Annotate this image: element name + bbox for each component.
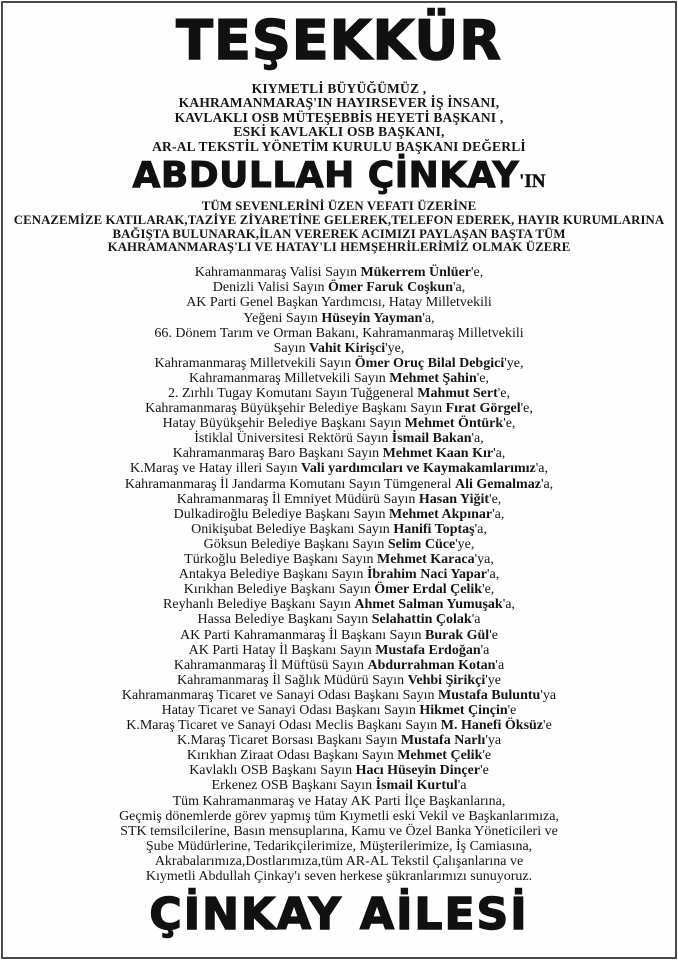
deceased-name-heading	[3, 157, 675, 196]
condolence-context-line: KAHRAMANMARAŞ'LI VE HATAY'LI HEMŞEHRİLERİMİZ OLMAK ÜZERE	[107, 240, 571, 255]
announcement-page	[1, 1, 677, 959]
acknowledgement-line: Hassa Belediye Başkanı Sayın Selahattin Çolak'a	[197, 612, 481, 628]
condolence-context-line: CENAZEMİZE KATILARAK,TAZİYE ZİYARETİNE GELEREK,TELEFON EDEREK, HAYIR KURUMLARINA	[13, 212, 665, 227]
deceased-name-suffix: 'IN	[519, 171, 546, 193]
condolence-context-lines	[3, 200, 675, 255]
acknowledgement-line: Dulkadiroğlu Belediye Başkanı Sayın Mehmet Akpınar'a,	[173, 506, 505, 522]
honoree-name: Vali yardımcıları ve Kaymakamlarımız	[301, 461, 536, 477]
acknowledgement-line: K.Maraş Ticaret Borsası Başkanı Sayın Mustafa Narlı'ya	[176, 733, 502, 749]
acknowledgement-line: Kahramanmaraş Milletvekili Sayın Mehmet Şahin'e,	[189, 370, 489, 386]
honoree-name: Ahmet Salman Yumuşak	[354, 597, 503, 613]
honoree-name: Hanifi Toptaş	[393, 521, 475, 537]
acknowledgement-line: Kıymetli Abdullah Çinkay'ı seven herkese şükranlarımızı sunuyoruz.	[145, 869, 533, 884]
honoree-name: İsmail Bakan	[391, 431, 472, 447]
honoree-name: İsmail Kurtul	[375, 778, 458, 794]
honoree-name: Ömer Faruk Coşkun	[328, 280, 453, 296]
intro-line: KAHRAMANMARAŞ'IN HAYIRSEVER İŞ İNSANI,	[178, 95, 500, 111]
condolence-context-line: TÜM SEVENLERİNİ ÜZEN VEFATI ÜZERİNE	[201, 199, 477, 214]
acknowledgement-list	[3, 265, 675, 884]
honoree-name: Vehbi Şirikçi	[407, 672, 486, 688]
honoree-name: Abdurrahman Kotan	[367, 657, 496, 673]
acknowledgement-line: Kahramanmaraş Baro Başkanı Sayın Mehmet Kaan Kır'a,	[172, 446, 506, 462]
honoree-name: Mehmet Çelik	[397, 748, 483, 764]
acknowledgement-line: Kahramanmaraş İl Müftüsü Sayın Abdurrahman Kotan'a	[173, 657, 505, 673]
honoree-name: Selahattin Çolak	[371, 612, 472, 628]
acknowledgement-line: AK Parti Genel Başkan Yardımcısı, Hatay Milletvekili	[186, 295, 492, 311]
acknowledgement-line: Tüm Kahramanmaraş ve Hatay AK Parti İlçe Başkanlarına,	[172, 793, 506, 809]
honoree-name: Mehmet Karaca	[377, 552, 475, 568]
acknowledgement-line: Kırıkhan Ziraat Odası Başkanı Sayın Mehmet Çelik'e	[186, 748, 492, 764]
honoree-name: Fırat Görgel	[445, 401, 521, 417]
honoree-name: M. Hanefi Öksüz	[440, 718, 544, 734]
acknowledgement-line: Kahramanmaraş Milletvekili Sayın Ömer Oruç Bilal Debgici'ye,	[154, 355, 524, 371]
acknowledgement-line: 2. Zırhlı Tugay Komutanı Sayın Tuğgeneral Mahmut Sert'e,	[167, 386, 511, 401]
honoree-name: Ömer Oruç Bilal Debgici	[354, 355, 505, 371]
honoree-name: İbrahim Naci Yapar	[366, 567, 487, 583]
acknowledgement-line: Kırıkhan Belediye Başkanı Sayın Ömer Erdal Çelik'e,	[183, 582, 495, 598]
honoree-name: Hacı Hüseyin Dinçer	[355, 763, 481, 779]
acknowledgement-line: İstiklal Üniversitesi Rektörü Sayın İsmail Bakan'a,	[194, 431, 484, 447]
honoree-name: Mehmet Öntürk	[404, 416, 504, 432]
acknowledgement-line: Sayın Vahit Kirişci'ye,	[273, 340, 405, 356]
acknowledgement-line: Kahramanmaraş Ticaret ve Sanayi Odası Başkanı Sayın Mustafa Buluntu'ya	[121, 687, 557, 703]
acknowledgement-line: STK temsilcilerine, Basın mensuplarına, Kamu ve Özel Banka Yöneticileri ve	[120, 823, 558, 839]
honoree-name: Mehmet Akpınar	[389, 506, 493, 522]
acknowledgement-line: Erkenez OSB Başkanı Sayın İsmail Kurtul'a	[211, 778, 467, 794]
condolence-context-line: BAĞIŞTA BULUNARAK,İLAN VEREREK ACIMIZI PAYLAŞAN BAŞTA TÜM	[112, 226, 566, 241]
honoree-name: Hasan Yiğit	[418, 491, 490, 507]
acknowledgement-line: Kahramanmaraş Büyükşehir Belediye Başkanı Sayın Fırat Görgel'e,	[145, 401, 533, 417]
acknowledgement-line: Onikişubat Belediye Başkanı Sayın Hanifi Toptaş'a,	[191, 521, 487, 537]
acknowledgement-line: Kahramanmaraş İl Sağlık Müdürü Sayın Vehbi Şirikçi'ye	[177, 672, 501, 688]
acknowledgement-line: Geçmiş dönemlerde görev yapmış tüm Kıymetli eski Vekil ve Başkanlarımıza,	[119, 808, 559, 824]
acknowledgement-line: Antakya Belediye Başkanı Sayın İbrahim Naci Yapar'a,	[178, 567, 500, 583]
acknowledgement-line: Kahramanmaraş İl Emniyet Müdürü Sayın Hasan Yiğit'e,	[176, 491, 502, 507]
intro-line: KAVLAKLI OSB MÜTEŞEBBİS HEYETİ BAŞKANI ,	[174, 109, 504, 125]
family-signature: ÇİNKAY AİLESİ	[149, 889, 529, 941]
acknowledgement-line: Kahramanmaraş Valisi Sayın Mükerrem Ünlüer'e,	[194, 265, 484, 281]
intro-line: ESKİ KAVLAKLI OSB BAŞKANI,	[233, 124, 445, 140]
acknowledgement-line: Denizli Valisi Sayın Ömer Faruk Coşkun'a,	[212, 280, 466, 296]
honoree-name: Mustafa Erdoğan	[375, 642, 481, 658]
deceased-intro-lines	[3, 82, 675, 155]
honoree-name: Selim Cüce	[387, 536, 456, 552]
honoree-name: Ömer Erdal Çelik	[374, 582, 483, 598]
honoree-name: Mehmet Şahin	[389, 370, 477, 386]
acknowledgement-line: K.Maraş Ticaret ve Sanayi Odası Meclis Başkanı Sayın M. Hanefi Öksüz'e	[126, 718, 552, 734]
acknowledgement-line: 66. Dönem Tarım ve Orman Bakanı, Kahramanmaraş Milletvekili	[154, 325, 524, 341]
deceased-name: ABDULLAH ÇİNKAY	[132, 155, 520, 197]
acknowledgement-line: Hatay Büyükşehir Belediye Başkanı Sayın Mehmet Öntürk'e,	[162, 416, 516, 432]
intro-line: AR-AL TEKSTİL YÖNETİM KURULU BAŞKANI DEĞERLİ	[152, 138, 526, 154]
honoree-name: Hikmet Çinçin	[419, 702, 508, 718]
honoree-name: Mükerrem Ünlüer	[360, 265, 472, 281]
acknowledgement-line: K.Maraş ve Hatay illeri Sayın Vali yardımcıları ve Kaymakamlarımız'a,	[129, 461, 549, 477]
acknowledgement-line: Şube Müdürlerine, Tedarikçilerimize, Müşterilerimize, İş Camiasına,	[145, 838, 533, 854]
honoree-name: Mustafa Buluntu	[438, 687, 541, 703]
acknowledgement-line: Türkoğlu Belediye Başkanı Sayın Mehmet Karaca'ya,	[184, 552, 494, 568]
acknowledgement-line: AK Parti Hatay İl Başkanı Sayın Mustafa Erdoğan'a	[188, 642, 490, 658]
intro-line: KIYMETLİ BÜYÜĞÜMÜZ ,	[251, 80, 427, 96]
acknowledgement-line: Yeğeni Sayın Hüseyin Yayman'a,	[243, 310, 435, 326]
page-title: TEŞEKKÜR	[176, 9, 502, 72]
honoree-name: Burak Gül	[425, 627, 490, 643]
acknowledgement-line: Akrabalarımıza,Dostlarımıza,tüm AR-AL Tekstil Çalışanlarına ve	[154, 853, 524, 869]
honoree-name: Mustafa Narlı	[400, 733, 486, 749]
acknowledgement-line: Reyhanlı Belediye Başkanı Sayın Ahmet Salman Yumuşak'a,	[163, 597, 515, 613]
honoree-name: Ali Gemalmaz	[455, 476, 541, 492]
acknowledgement-line: Göksun Belediye Başkanı Sayın Selim Cüce'ye,	[203, 536, 475, 552]
honoree-name: Hüseyin Yayman	[321, 310, 423, 326]
acknowledgement-line: AK Parti Kahramanmaraş İl Başkanı Sayın Burak Gül'e	[180, 627, 498, 643]
acknowledgement-line: Kahramanmaraş İl Jandarma Komutanı Sayın Tümgeneral Ali Gemalmaz'a,	[124, 476, 554, 492]
acknowledgement-line: Kavlaklı OSB Başkanı Sayın Hacı Hüseyin Dinçer'e	[189, 763, 489, 779]
acknowledgement-line: Hatay Ticaret ve Sanayi Odası Başkanı Sayın Hikmet Çinçin'e	[161, 702, 517, 718]
honoree-name: Mahmut Sert	[417, 386, 498, 401]
honoree-name: Mehmet Kaan Kır	[382, 446, 494, 462]
honoree-name: Vahit Kirişci	[309, 340, 386, 356]
